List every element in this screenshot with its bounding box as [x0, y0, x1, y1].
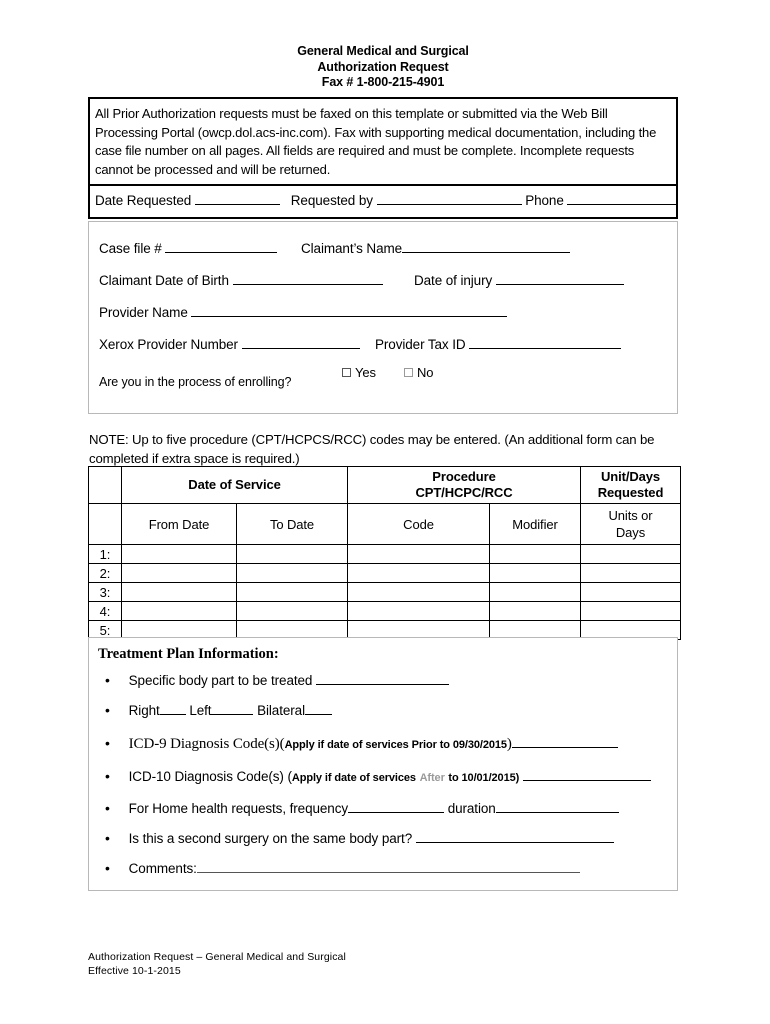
enrolling-yes-label: Yes — [355, 365, 376, 380]
claimant-dob-label: Claimant Date of Birth — [99, 273, 229, 288]
icd9-input[interactable] — [512, 734, 618, 748]
icd9-note: Apply if date of services Prior to 09/30/2015 — [284, 739, 507, 751]
date-of-injury-field — [414, 271, 624, 288]
table-header-group-row — [89, 467, 681, 504]
claimant-dob-input[interactable] — [233, 271, 383, 285]
phone-label: Phone — [525, 193, 564, 208]
body-part-input[interactable] — [316, 671, 449, 685]
cell-modifier[interactable] — [490, 602, 581, 621]
claimant-dob-field — [99, 271, 383, 288]
requested-by-label: Requested by — [290, 193, 373, 208]
cell-from-date[interactable] — [122, 545, 237, 564]
fax-number: Fax # 1-800-215-4901 — [321, 75, 445, 89]
treatment-plan-title: Treatment Plan Information: — [98, 646, 279, 662]
page-subtitle: Authorization Request — [317, 59, 449, 74]
row-number: 5: — [89, 621, 122, 640]
left-label: Left — [189, 703, 212, 718]
checkbox-icon[interactable] — [404, 368, 413, 377]
xerox-provider-number-input[interactable] — [242, 335, 360, 349]
bilateral-input[interactable] — [305, 701, 332, 715]
cell-modifier[interactable] — [490, 564, 581, 583]
cell-to-date[interactable] — [237, 583, 348, 602]
bullet-second-surgery — [105, 829, 614, 846]
cell-code[interactable] — [348, 602, 490, 621]
table-row — [89, 564, 681, 583]
bilateral-label: Bilateral — [257, 703, 305, 718]
bullet-icon: • — [105, 768, 110, 784]
bullet-comments — [105, 859, 580, 876]
duration-label: duration — [447, 801, 496, 816]
procedure-note-text: NOTE: Up to five procedure (CPT/HCPCS/RCC) codes may be entered. (An additional form can be completed if extra space is required.) — [89, 432, 655, 466]
comments-label: Comments: — [128, 861, 197, 876]
table-header-sub-row — [89, 504, 681, 545]
claimant-name-label: Claimant’s Name — [301, 241, 403, 256]
row-number: 3: — [89, 583, 122, 602]
provider-name-input[interactable] — [191, 303, 507, 317]
icd10-input[interactable] — [523, 767, 651, 781]
cell-units[interactable] — [581, 545, 681, 564]
provider-name-field — [99, 303, 507, 320]
subheader-units — [581, 504, 681, 545]
case-file-label: Case file # — [99, 241, 162, 256]
enrolling-no-option[interactable] — [404, 365, 433, 380]
cell-to-date[interactable] — [237, 545, 348, 564]
enrolling-yes-option[interactable] — [342, 365, 376, 380]
icd9-label: ICD-9 Diagnosis Code(s)( — [128, 736, 285, 752]
cell-from-date[interactable] — [122, 583, 237, 602]
case-file-field — [99, 239, 277, 256]
claimant-name-field — [301, 239, 570, 256]
date-of-injury-label: Date of injury — [414, 273, 493, 288]
subheader-units-line2: Days — [615, 525, 646, 540]
icd10-note-c: to 10/01/2015) — [448, 772, 520, 784]
cell-from-date[interactable] — [122, 602, 237, 621]
cell-modifier[interactable] — [490, 583, 581, 602]
bullet-home-health — [105, 799, 619, 816]
subheader-to-date: To Date — [237, 504, 348, 545]
cell-units[interactable] — [581, 564, 681, 583]
table-row — [89, 545, 681, 564]
bullet-icon: • — [105, 672, 110, 688]
cell-units[interactable] — [581, 583, 681, 602]
enrolling-question-label: Are you in the process of enrolling? — [99, 375, 292, 389]
cell-to-date[interactable] — [237, 564, 348, 583]
right-input[interactable] — [160, 701, 186, 715]
icd9-close-paren: ) — [506, 736, 512, 752]
header-unit-days-line2: Requested — [597, 485, 664, 500]
row-number: 2: — [89, 564, 122, 583]
checkbox-icon[interactable] — [342, 368, 351, 377]
cell-to-date[interactable] — [237, 602, 348, 621]
subheader-from-date: From Date — [122, 504, 237, 545]
requested-by-input[interactable] — [377, 191, 522, 205]
cell-units[interactable] — [581, 602, 681, 621]
header-date-of-service: Date of Service — [122, 467, 348, 504]
notice-text: All Prior Authorization requests must be faxed on this template or submitted via the Web Bill Processing Portal (owcp.dol.acs-inc.com). Fax with supporting medical documentation, including the case file number on all pages. All fields are required and must be complete. Incomplete requests cannot be processed and will be returned. — [95, 106, 657, 177]
form-title-block — [88, 44, 678, 91]
cell-code[interactable] — [348, 545, 490, 564]
subheader-code: Code — [348, 504, 490, 545]
requested-row — [90, 186, 676, 217]
bullet-icon: • — [105, 800, 110, 816]
table-row — [89, 583, 681, 602]
body-part-label: Specific body part to be treated — [128, 673, 313, 688]
frequency-input[interactable] — [348, 799, 444, 813]
bullet-icon: • — [105, 830, 110, 846]
header-row-number — [89, 467, 122, 504]
second-surgery-input[interactable] — [416, 829, 614, 843]
comments-input[interactable] — [197, 859, 580, 873]
icd10-label: ICD-10 Diagnosis Code(s) ( — [128, 769, 292, 784]
enrolling-no-label: No — [417, 365, 434, 380]
table-row — [89, 602, 681, 621]
phone-input[interactable] — [567, 191, 677, 205]
footer-line-1: Authorization Request – General Medical and Surgical — [88, 951, 346, 963]
footer — [88, 950, 346, 978]
xerox-provider-number-label: Xerox Provider Number — [99, 337, 238, 352]
provider-tax-id-field — [375, 335, 621, 352]
date-requested-label: Date Requested — [95, 193, 192, 208]
claimant-name-input[interactable] — [402, 239, 570, 253]
footer-line-2: Effective 10-1-2015 — [88, 965, 181, 977]
icd10-note-a: Apply if date of services — [291, 772, 416, 784]
subheader-modifier: Modifier — [490, 504, 581, 545]
left-input[interactable] — [211, 701, 253, 715]
subheader-blank — [89, 504, 122, 545]
icd10-note-after: After — [419, 772, 445, 784]
row-number: 4: — [89, 602, 122, 621]
duration-input[interactable] — [496, 799, 619, 813]
header-unit-days — [581, 467, 681, 504]
provider-tax-id-input[interactable] — [469, 335, 621, 349]
cell-code[interactable] — [348, 583, 490, 602]
case-file-input[interactable] — [165, 239, 277, 253]
bullet-icd10 — [105, 767, 651, 784]
provider-tax-id-label: Provider Tax ID — [375, 337, 466, 352]
home-health-label: For Home health requests, frequency — [128, 801, 349, 816]
cell-modifier[interactable] — [490, 545, 581, 564]
header-procedure-line2: CPT/HCPC/RCC — [415, 485, 513, 500]
procedure-table — [88, 466, 681, 640]
claimant-info-box — [88, 221, 678, 414]
notice-box — [88, 97, 678, 219]
treatment-plan-box — [88, 637, 678, 891]
bullet-icon: • — [105, 735, 110, 751]
header-procedure — [348, 467, 581, 504]
xerox-provider-number-field — [99, 335, 360, 352]
date-of-injury-input[interactable] — [496, 271, 624, 285]
right-label: Right — [128, 703, 160, 718]
row-number: 1: — [89, 545, 122, 564]
cell-from-date[interactable] — [122, 564, 237, 583]
header-procedure-line1: Procedure — [432, 469, 496, 484]
date-requested-input[interactable] — [195, 191, 280, 205]
header-unit-days-line1: Unit/Days — [600, 469, 661, 484]
bullet-icon: • — [105, 860, 110, 876]
bullet-icon: • — [105, 702, 110, 718]
bullet-icd9 — [105, 734, 618, 753]
provider-name-label: Provider Name — [99, 305, 188, 320]
subheader-units-line1: Units or — [608, 508, 653, 523]
bullet-body-part — [105, 671, 449, 688]
second-surgery-label: Is this a second surgery on the same body part? — [128, 831, 413, 846]
page-title: General Medical and Surgical — [297, 44, 469, 58]
cell-code[interactable] — [348, 564, 490, 583]
bullet-side — [105, 701, 332, 718]
